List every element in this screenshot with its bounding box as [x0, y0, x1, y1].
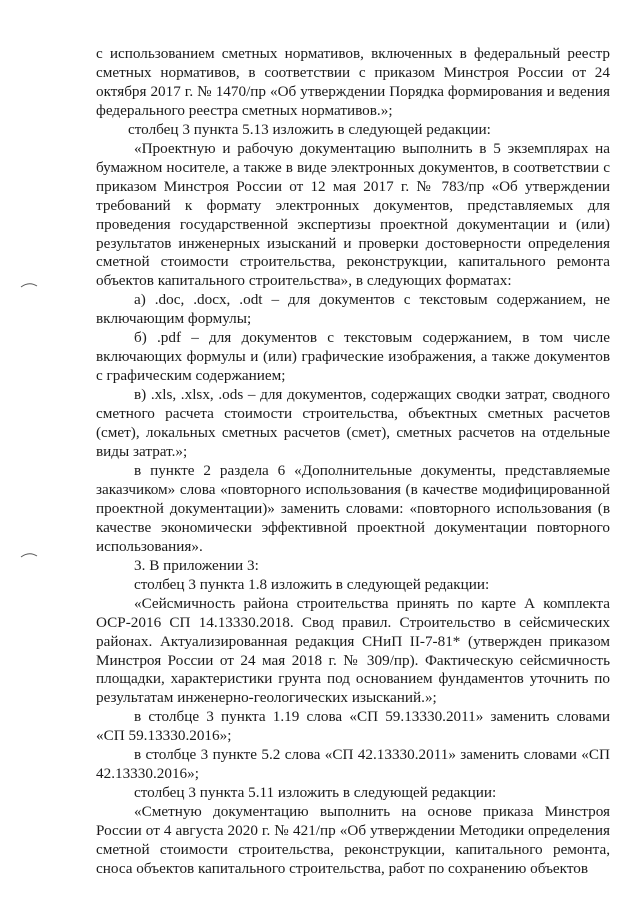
paragraph: «Сметную документацию выполнить на основе приказа Минстроя России от 4 августа 2020 г. № 421/пр «Об утверждении Методики определения сметной стоимости строительства, реконструкции, капитального ремонта, сноса объектов капитального строительства, работ по сохранению объектов — [96, 803, 610, 877]
paragraph: б) .pdf – для документов с текстовым содержанием, в том числе включающих формулы и (или) графические изображения, а также документов с графическим содержанием; — [96, 329, 610, 385]
paragraph: в) .xls, .xlsx, .ods – для документов, содержащих сводки затрат, сводного сметного расчета стоимости строительства, объектных сметных расчетов (смет), локальных сметных расчетов (смет), сметных расчетов на отдельные виды затрат.»; — [96, 386, 610, 461]
paragraph: столбец 3 пункта 1.8 изложить в следующей редакции: — [134, 575, 490, 593]
paragraph: в столбце 3 пункта 1.19 слова «СП 59.13330.2011» заменить словами «СП 59.13330.2016»; — [96, 708, 610, 745]
paragraph: с использованием сметных нормативов, включенных в федеральный реестр сметных нормативов, в соответствии с приказом Минстроя России от 24 октября 2017 г. № 1470/пр «Об утверждении Порядка формирования и ведения федерального реестра сметных нормативов.»; — [96, 45, 610, 119]
binding-mark — [20, 552, 38, 558]
paragraph: столбец 3 пункта 5.11 изложить в следующей редакции: — [134, 784, 497, 802]
paragraph: в столбце 3 пункте 5.2 слова «СП 42.13330.2011» заменить словами «СП 42.13330.2016»; — [96, 746, 610, 783]
paragraph: «Проектную и рабочую документацию выполнить в 5 экземплярах на бумажном носителе, а также в виде электронных документов, в соответствии с приказом Минстроя России от 12 мая 2017 г. № 783/пр «Об утверждении требований к формату электронных документов, представляемых для проведения государственной экспертизы проектной документации и (или) результатов инженерных изысканий и проверки достоверности определения сметной стоимости строительства, реконструкции, капитального ремонта объектов капитального строительства», в следующих форматах: — [96, 139, 610, 290]
paragraph: в пункте 2 раздела 6 «Дополнительные документы, представляемые заказчиком» слова «повторного использования (в качестве модифицированной проектной документации)» заменить словами: «повторного использования (в качестве экономически эффективной проектной документации повторного использования». — [96, 461, 610, 555]
document-body — [96, 45, 610, 879]
binding-mark — [20, 282, 38, 288]
paragraph: столбец 3 пункта 5.13 изложить в следующей редакции: — [128, 120, 491, 138]
paragraph: «Сейсмичность района строительства принять по карте А комплекта ОСР-2016 СП 14.13330.2018. Свод правил. Строительство в сейсмических районах. Актуализированная редакция СНиП II-7-81* (утвержден приказом Минстроя России от 24 мая 2018 г. № 309/пр). Фактическую сейсмичность площадки, характеристики грунта под основанием фундаментов уточнить по результатам инженерно-геологических изысканий.»; — [96, 594, 610, 707]
paragraph: 3. В приложении 3: — [134, 556, 259, 574]
paragraph: а) .doc, .docx, .odt – для документов с текстовым содержанием, не включающим формулы; — [96, 291, 610, 328]
